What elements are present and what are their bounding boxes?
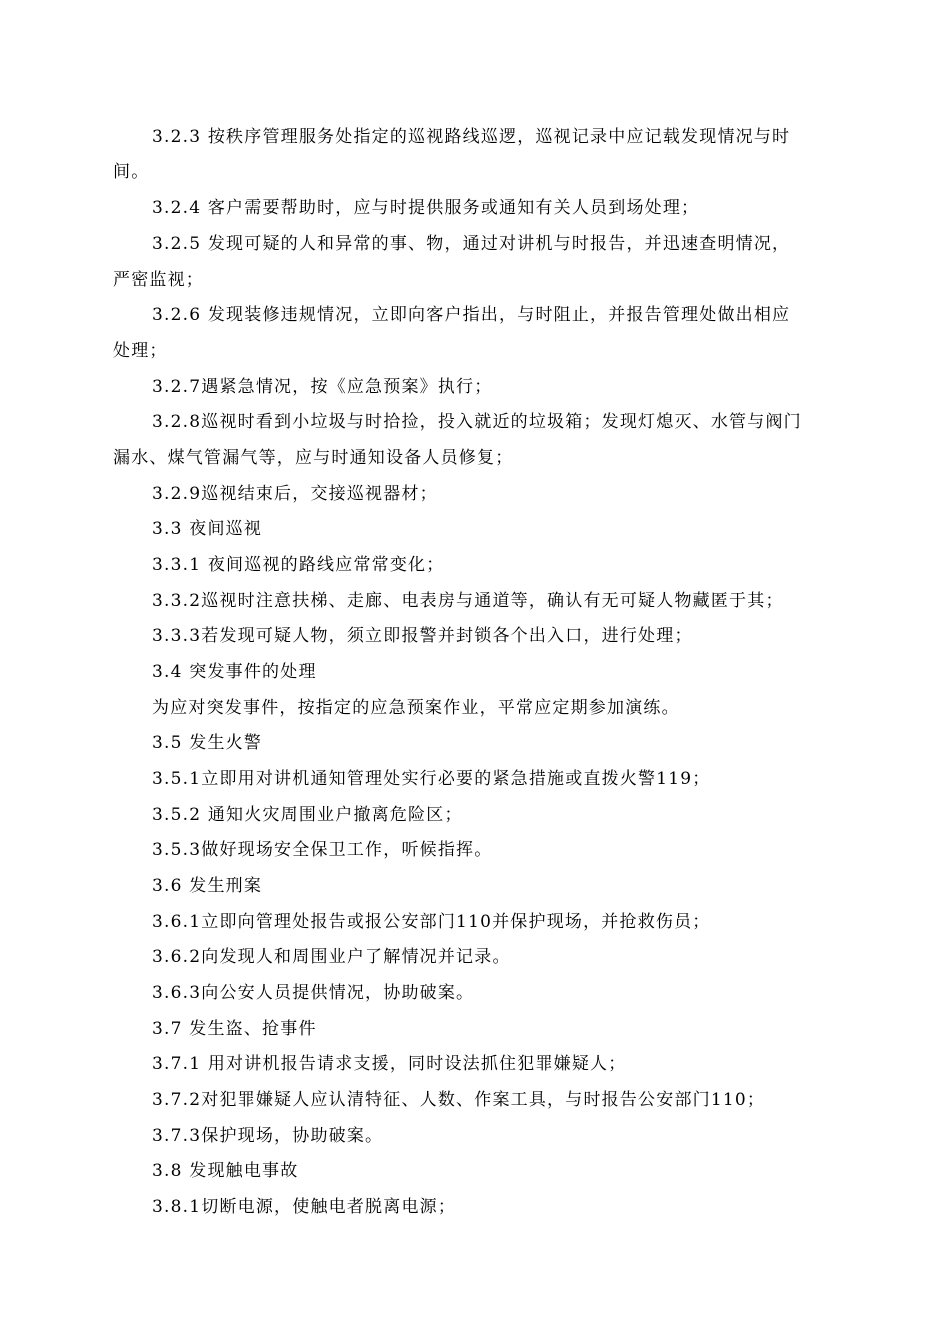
paragraph-line: 3.6.2向发现人和周围业户了解情况并记录。 (152, 947, 511, 967)
paragraph-line: 3.8.1切断电源，使触电者脱离电源； (152, 1197, 457, 1217)
section-heading: 3.6 发生刑案 (152, 876, 263, 896)
paragraph-line: 3.3.3若发现可疑人物，须立即报警并封锁各个出入口，进行处理； (152, 626, 693, 646)
paragraph-line: 漏水、煤气管漏气等，应与时通知设备人员修复； (113, 448, 514, 468)
paragraph-line: 3.3.1 夜间巡视的路线应常常变化； (152, 555, 445, 575)
section-heading: 3.4 突发事件的处理 (152, 662, 317, 682)
paragraph-line: 严密监视； (113, 270, 204, 290)
paragraph-line: 3.7.1 用对讲机报告请求支援，同时设法抓住犯罪嫌疑人； (152, 1054, 627, 1074)
paragraph-line: 3.6.1立即向管理处报告或报公安部门110并保护现场，并抢救伤员； (152, 912, 711, 932)
paragraph-line: 3.2.6 发现装修违规情况，立即向客户指出，与时阻止，并报告管理处做出相应 (152, 305, 791, 325)
paragraph-line: 为应对突发事件，按指定的应急预案作业，平常应定期参加演练。 (152, 698, 680, 718)
paragraph-line: 3.2.7遇紧急情况，按《应急预案》执行； (152, 377, 493, 397)
paragraph-line: 3.2.9巡视结束后，交接巡视器材； (152, 484, 438, 504)
paragraph-line: 3.2.3 按秩序管理服务处指定的巡视路线巡逻，巡视记录中应记载发现情况与时 (152, 127, 791, 147)
paragraph-line: 3.5.2 通知火灾周围业户撤离危险区； (152, 805, 463, 825)
section-heading: 3.3 夜间巡视 (152, 519, 263, 539)
paragraph-line: 3.2.5 发现可疑的人和异常的事、物，通过对讲机与时报告，并迅速查明情况， (152, 234, 791, 254)
section-heading: 3.8 发现触电事故 (152, 1161, 299, 1181)
section-heading: 3.7 发生盗、抢事件 (152, 1019, 317, 1039)
paragraph-line: 3.6.3向公安人员提供情况，协助破案。 (152, 983, 475, 1003)
section-heading: 3.5 发生火警 (152, 733, 263, 753)
paragraph-line: 处理； (113, 341, 168, 361)
paragraph-line: 3.5.1立即用对讲机通知管理处实行必要的紧急措施或直拨火警119； (152, 769, 711, 789)
paragraph-line: 3.2.4 客户需要帮助时，应与时提供服务或通知有关人员到场处理； (152, 198, 700, 218)
paragraph-line: 间。 (113, 162, 150, 182)
paragraph-line: 3.5.3做好现场安全保卫工作，听候指挥。 (152, 840, 493, 860)
paragraph-line: 3.3.2巡视时注意扶梯、走廊、电表房与通道等，确认有无可疑人物藏匿于其； (152, 591, 784, 611)
paragraph-line: 3.2.8巡视时看到小垃圾与时拾捡，投入就近的垃圾箱；发现灯熄灭、水管与阀门 (152, 412, 802, 432)
paragraph-line: 3.7.2对犯罪嫌疑人应认清特征、人数、作案工具，与时报告公安部门110； (152, 1090, 766, 1110)
paragraph-line: 3.7.3保护现场，协助破案。 (152, 1126, 384, 1146)
